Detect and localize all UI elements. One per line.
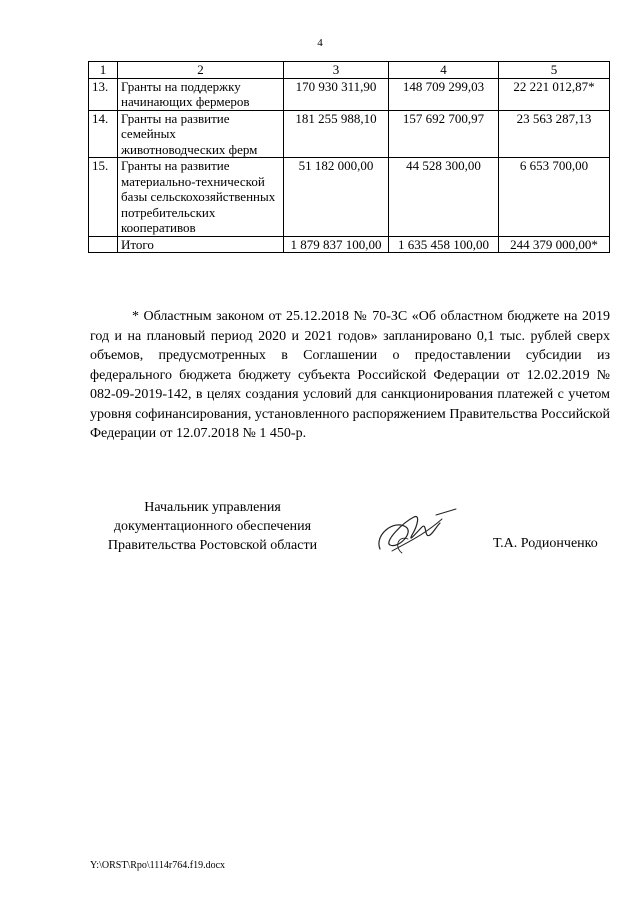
row-name: Гранты на поддержку начинающих фермеров — [118, 78, 284, 110]
row-value-col5: 23 563 287,13 — [499, 110, 610, 158]
total-number-cell — [89, 236, 118, 253]
row-value-col3: 51 182 000,00 — [284, 158, 389, 237]
header-cell: 3 — [284, 62, 389, 79]
table-header-row — [89, 62, 610, 79]
total-value-col5: 244 379 000,00* — [499, 236, 610, 253]
row-value-col3: 181 255 988,10 — [284, 110, 389, 158]
row-value-col3: 170 930 311,90 — [284, 78, 389, 110]
row-number: 15. — [89, 158, 118, 237]
file-path: Y:\ORST\Rpo\1114r764.f19.docx — [90, 860, 226, 871]
row-value-col4: 44 528 300,00 — [389, 158, 499, 237]
signatory-title-line: документационного обеспечения — [113, 519, 312, 534]
signatory-title-line: Начальник управления — [144, 500, 281, 515]
row-value-col5: 6 653 700,00 — [499, 158, 610, 237]
header-cell: 2 — [118, 62, 284, 79]
footnote — [90, 307, 610, 444]
signatory-title — [90, 498, 335, 555]
signatory-name: Т.А. Родионченко — [493, 536, 598, 551]
total-value-col4: 1 635 458 100,00 — [389, 236, 499, 253]
header-cell: 1 — [89, 62, 118, 79]
signatory-title-line: Правительства Ростовской области — [107, 538, 318, 553]
row-value-col4: 157 692 700,97 — [389, 110, 499, 158]
table-row — [89, 158, 610, 237]
table-row — [89, 78, 610, 110]
row-name: Гранты на развитие материально-технической базы сельскохозяйственных потребительских кооперативов — [118, 158, 284, 237]
handwritten-signature — [372, 505, 458, 557]
row-value-col5: 22 221 012,87* — [499, 78, 610, 110]
total-value-col3: 1 879 837 100,00 — [284, 236, 389, 253]
row-number: 14. — [89, 110, 118, 158]
header-cell: 5 — [499, 62, 610, 79]
total-label: Итого — [118, 236, 284, 253]
row-value-col4: 148 709 299,03 — [389, 78, 499, 110]
footnote-text: * Областным законом от 25.12.2018 № 70-ЗС «Об областном бюджете на 2019 год и на плановый период 2020 и 2021 годов» запланировано 0,1 тыс. рублей сверх объемов, предусмотренных в Соглашении о предоставлении субсидии из федерального бюджета бюджету субъекта Российской Федерации от 12.02.2019 № 082-09-2019-142, в целях создания условий для санкционирования платежей с учетом уровня софинансирования, установленного распоряжением Правительства Российской Федерации от 12.07.2018 № 1 450-р. — [90, 309, 610, 441]
data-table — [88, 61, 610, 253]
row-number: 13. — [89, 78, 118, 110]
table-total-row — [89, 236, 610, 253]
page-number: 4 — [317, 37, 323, 49]
table-row — [89, 110, 610, 158]
header-cell: 4 — [389, 62, 499, 79]
row-name: Гранты на развитие семейных животноводческих ферм — [118, 110, 284, 158]
